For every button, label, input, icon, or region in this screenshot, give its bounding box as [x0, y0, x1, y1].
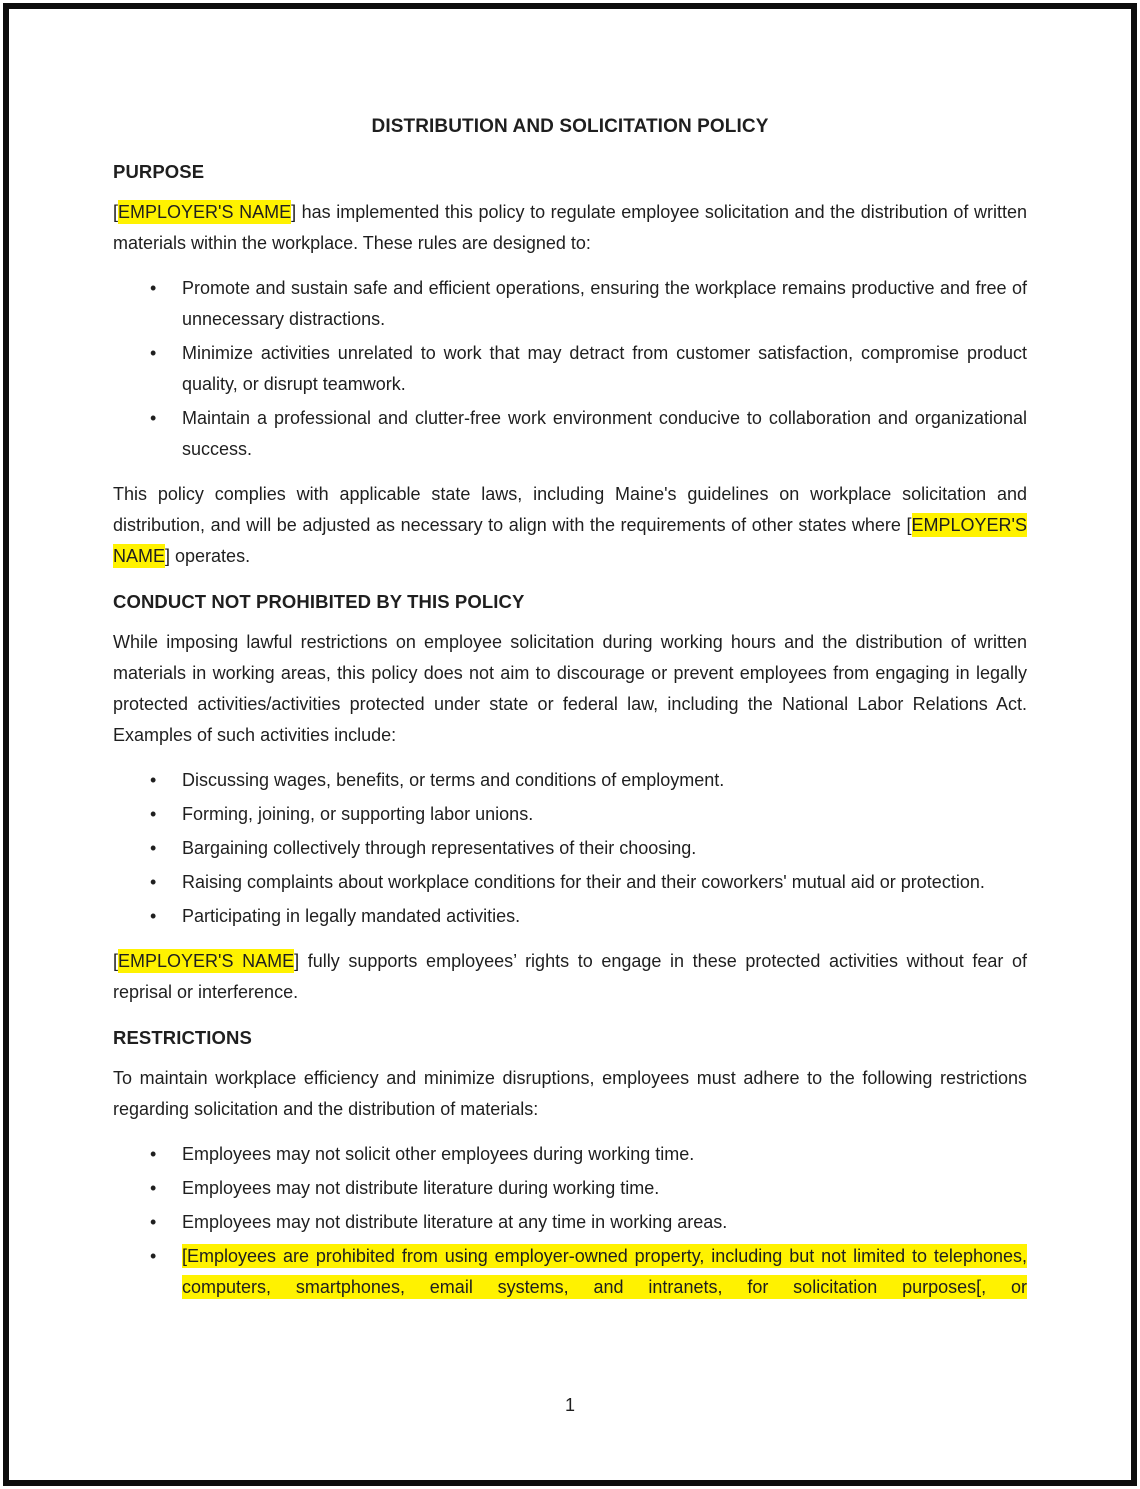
text-segment: Forming, joining, or supporting labor unions.	[182, 804, 534, 824]
text-segment: Discussing wages, benefits, or terms and conditions of employment.	[182, 770, 725, 790]
text-segment: ] has implemented this policy to regulate employee solicitation and the distribution of written materials within the workplace. These rules are designed to:	[113, 202, 1027, 253]
document-title: DISTRIBUTION AND SOLICITATION POLICY	[371, 116, 769, 137]
text-segment: Promote and sustain safe and efficient operations, ensuring the workplace remains productive and free of unnecessary distractions.	[182, 278, 1027, 329]
highlighted-text: EMPLOYER'S NAME	[113, 515, 1027, 566]
page-number: 1	[564, 1395, 575, 1415]
bullet-item	[113, 765, 1027, 796]
text-segment: Employees may not distribute literature at any time in working areas.	[182, 1212, 728, 1232]
text-segment: Bargaining collectively through representatives of their choosing.	[182, 838, 697, 858]
conduct-intro-paragraph: While imposing lawful restrictions on employee solicitation during working hours and the distribution of written materials in working areas, this policy does not aim to discourage or prevent employees from engaging in legally protected activities/activities protected under state or federal law, including the National Labor Relations Act. Examples of such activities include:	[113, 632, 1027, 745]
bullet-item	[113, 1139, 1027, 1170]
bullet-item	[113, 1173, 1027, 1204]
bullet-item	[113, 338, 1027, 400]
text-segment: Employees may not solicit other employees during working time.	[182, 1144, 695, 1164]
bullet-item	[113, 273, 1027, 335]
text-segment: Maintain a professional and clutter-free work environment conducive to collaboration and organizational success.	[182, 408, 1027, 459]
restrictions-intro-paragraph: To maintain workplace efficiency and minimize disruptions, employees must adhere to the following restrictions regarding solicitation and the distribution of materials:	[113, 1068, 1027, 1119]
text-segment: Participating in legally mandated activities.	[182, 906, 521, 926]
text-segment: This policy complies with applicable state laws, including Maine's guidelines on workplace solicitation and distribution, and will be adjusted as necessary to align with the requirements of other states where [	[113, 484, 1027, 535]
bullet-item	[113, 799, 1027, 830]
text-segment: ] fully supports employees’ rights to engage in these protected activities without fear of reprisal or interference.	[113, 951, 1027, 1002]
text-segment: ] operates.	[165, 546, 251, 566]
highlighted-text: [Employees are prohibited from using employer-owned property, including but not limited to telephones, computers, smartphones, email systems, and intranets, for solicitation purposes[, or	[182, 1246, 1027, 1297]
bullet-item	[113, 901, 1027, 932]
highlighted-text: EMPLOYER'S NAME	[118, 951, 295, 971]
bullet-item	[113, 867, 1027, 898]
purpose-bullet-list	[113, 273, 1027, 465]
bullet-item-highlighted	[113, 1241, 1027, 1303]
text-segment: Minimize activities unrelated to work that may detract from customer satisfaction, compromise product quality, or disrupt teamwork.	[182, 343, 1027, 394]
text-segment: [	[113, 951, 119, 971]
purpose-intro-paragraph	[113, 197, 1027, 259]
bullet-item	[113, 403, 1027, 465]
conduct-bullet-list	[113, 765, 1027, 932]
conduct-support-paragraph	[113, 946, 1027, 1008]
text-segment: Employees may not distribute literature during working time.	[182, 1178, 660, 1198]
bullet-item	[113, 833, 1027, 864]
restrictions-bullet-list	[113, 1139, 1027, 1303]
heading-purpose: PURPOSE	[113, 161, 205, 182]
highlighted-text: EMPLOYER'S NAME	[118, 202, 292, 222]
heading-conduct-not-prohibited: CONDUCT NOT PROHIBITED BY THIS POLICY	[113, 591, 525, 612]
text-segment: [	[113, 202, 119, 222]
bullet-item	[113, 1207, 1027, 1238]
purpose-compliance-paragraph	[113, 479, 1027, 572]
heading-restrictions: RESTRICTIONS	[113, 1027, 252, 1048]
text-segment: Raising complaints about workplace conditions for their and their coworkers' mutual aid or protection.	[182, 872, 985, 892]
